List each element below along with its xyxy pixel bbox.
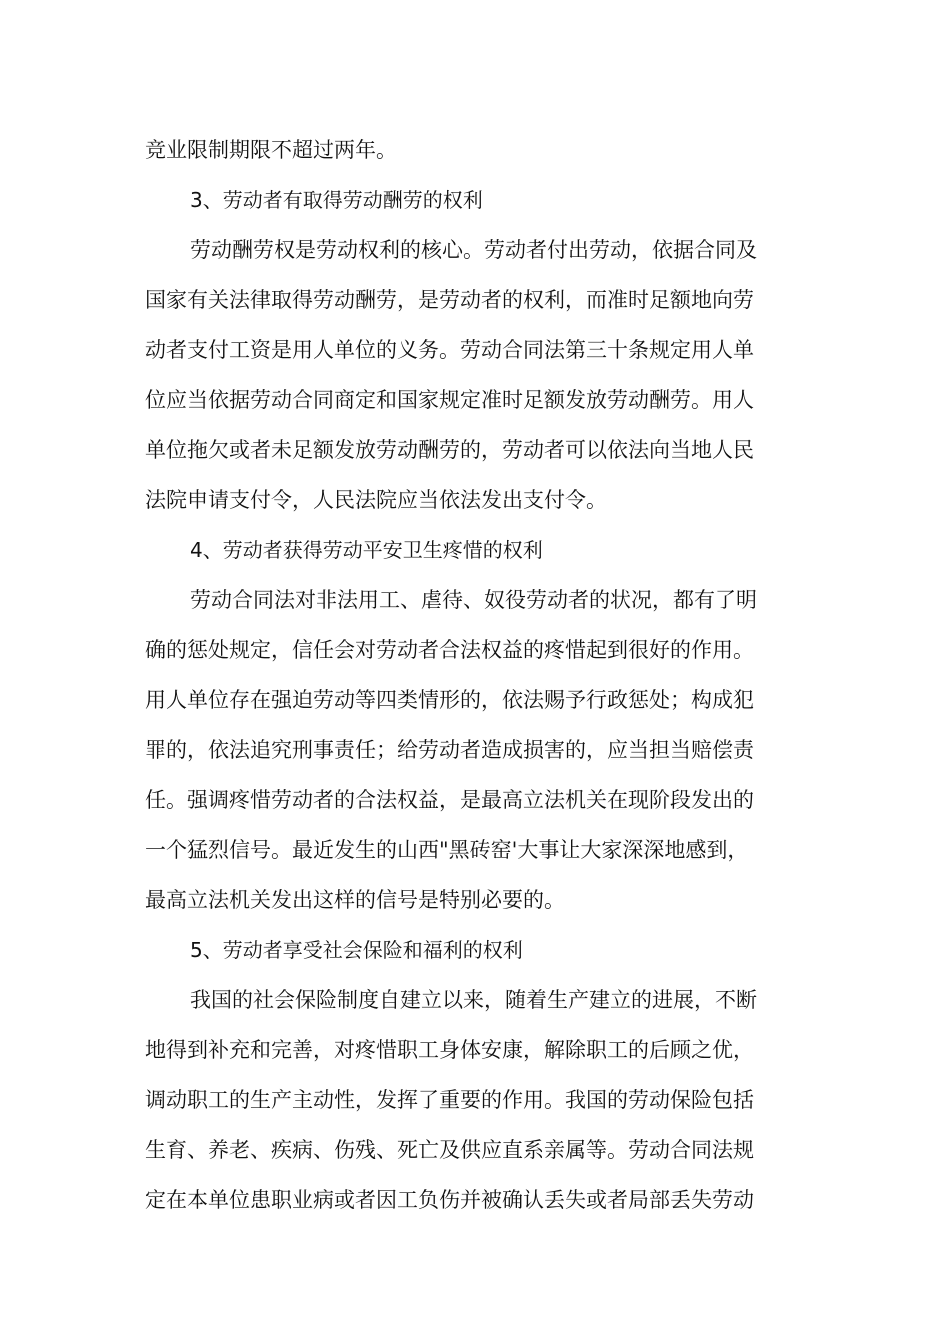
text-line: 罪的，依法追究刑事责任；给劳动者造成损害的，应当担当赔偿责: [145, 738, 754, 762]
text-line: 确的惩处规定，信任会对劳动者合法权益的疼惜起到很好的作用。: [145, 638, 754, 662]
text-line: 地得到补充和完善，对疼惜职工身体安康，解除职工的后顾之优，: [145, 1038, 754, 1062]
text-line: 调动职工的生产主动性，发挥了重要的作用。我国的劳动保险包括: [145, 1088, 754, 1112]
text-line: 用人单位存在强迫劳动等四类情形的，依法赐予行政惩处；构成犯: [145, 688, 754, 712]
text-line: 一个猛烈信号。最近发生的山西"黑砖窑'大事让大家深深地感到，: [145, 838, 749, 862]
text-line: 竞业限制期限不超过两年。: [145, 138, 397, 162]
section-heading-3: 3、劳动者有取得劳动酬劳的权利: [190, 188, 483, 212]
text-line: 我国的社会保险制度自建立以来，随着生产建立的进展，不断: [190, 988, 757, 1012]
section-heading-5: 5、劳动者享受社会保险和福利的权利: [190, 938, 523, 962]
text-line: 位应当依据劳动合同商定和国家规定准时足额发放劳动酬劳。用人: [145, 388, 754, 412]
text-line: 法院申请支付令，人民法院应当依法发出支付令。: [145, 488, 607, 512]
text-line: 生育、养老、疾病、伤残、死亡及供应直系亲属等。劳动合同法规: [145, 1138, 754, 1162]
text-line: 国家有关法律取得劳动酬劳，是劳动者的权利，而准时足额地向劳: [145, 288, 754, 312]
text-line: 最高立法机关发出这样的信号是特别必要的。: [145, 888, 565, 912]
text-line: 任。强调疼惜劳动者的合法权益，是最高立法机关在现阶段发出的: [145, 788, 754, 812]
text-line: 单位拖欠或者未足额发放劳动酬劳的，劳动者可以依法向当地人民: [145, 438, 754, 462]
text-line: 劳动合同法对非法用工、虐待、奴役劳动者的状况，都有了明: [190, 588, 757, 612]
text-line: 定在本单位患职业病或者因工负伤并被确认丢失或者局部丢失劳动: [145, 1188, 754, 1212]
text-line: 劳动酬劳权是劳动权利的核心。劳动者付出劳动，依据合同及: [190, 238, 757, 262]
text-line: 动者支付工资是用人单位的义务。劳动合同法第三十条规定用人单: [145, 338, 754, 362]
section-heading-4: 4、劳动者获得劳动平安卫生疼惜的权利: [190, 538, 543, 562]
